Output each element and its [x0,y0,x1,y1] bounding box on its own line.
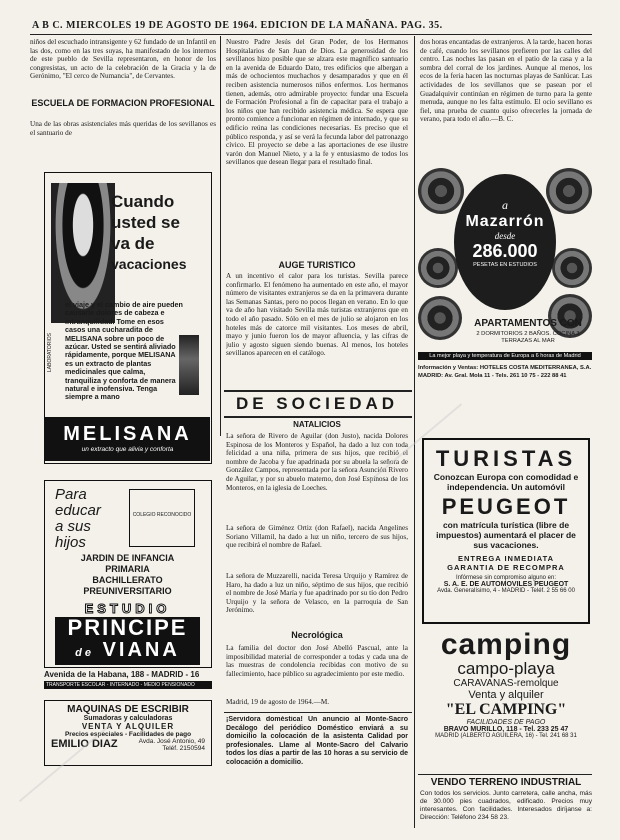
peugeot-address: Avda. Generalísimo, 4 - MADRID - Teléf. 2 55 66 00 [437,588,575,594]
header-rule [30,34,592,35]
mazarron-footer [418,364,592,380]
school-levels [45,553,210,597]
principe-footer: TRANSPORTE ESCOLAR - INTERNADO - MEDIO PENSIONADO [44,681,212,689]
slogan-line: educar [55,502,101,519]
principe-name: PRINCIPE [67,615,188,640]
school-text: Una de las obras asistenciales más queridas de los sevillanos es el santuario de [30,120,216,137]
classified-ad: ¡Servidora doméstica! Un anuncio al Monte-Sacro Decálogo del periódico Doméstico enviará a su domicilio la colocación de la asistenta Calidad por profesionales. Llame al Monte-Sacro del Calvario todos los días a partir de las 10 horas a su servicio de colocación a domicilio. [226,716,408,766]
maquinas-line: VENTA Y ALQUILER [81,722,175,731]
mazarron-title: Mazarrón [465,213,545,230]
turistas-text: con matrícula turística (libre de impuestos) aumentará el placer de sus vacaciones. [436,520,576,550]
estudio-label: ESTUDIO [84,601,171,616]
camping-line: campo-playa [457,659,555,678]
mazarron-apartments: APARTAMENTOS CON [474,318,582,329]
auge-heading: AUGE TURISTICO [278,260,356,270]
terreno-title: VENDO TERRENO INDUSTRIAL [430,777,582,788]
mazarron-line: desde [494,231,516,241]
melisana-brand-bar [45,417,210,461]
natalicios-text: La señora de Giménez Ortiz (don Rafael), nacida Angelines Soriano Villamil, ha dado a luz un niño, tercero de sus hijos, que recibirá el nombre de Rafael. [226,524,408,550]
natalicios-heading: NATALICIOS [293,420,341,429]
natalicios-text: La señora de Muzzarelli, nacida Teresa Urquijo y Ramírez de Haro, ha dado a luz un niño, séptimo de sus hijos, que recibió el nombre de José María y fue apadrinado por su tío don Pedro Urquijo y la señora de Velasco, en la parroquia de San Jerónimo. [226,572,408,615]
peugeot-brand: PEUGEOT [441,494,571,519]
principe-slogan [55,487,125,551]
camping-line: MADRID (ALBERTO AGUILERA, 16) - Tel. 241 68 31 [435,733,577,739]
maquinas-address: Avda. José Antonio, 49 [138,738,205,745]
column-divider-1 [220,36,221,436]
melisana-body: el viaje y el cambio de aire pueden causarle dolores de cabeza e intranquilidad. Tome en esos casos una cucharadita de MELISANA sobre un poco de azúcar. Usted se sentirá aliviado rápidamente, porque MELISANA es un extracto de plantas medicinales que calma, tranquiliza y conforta de manera natural e inofensiva. Tenga siempre a mano [65,301,183,402]
turistas-title: TURISTAS [435,446,577,471]
turistas-text: Conozcan Europa con comodidad e independencia. Un automóvil [433,472,579,492]
bottle-image [179,335,199,395]
peugeot-dealer: S. A. E. DE AUTOMOVILES PEUGEOT [443,581,569,588]
melisana-headline [111,191,209,275]
maquinas-contact [45,738,211,752]
slogan-line: Para [55,486,87,503]
camping-ad [420,630,592,740]
headline-line: Cuando [111,192,175,211]
camping-line: Venta y alquiler [468,689,544,701]
natalicios-text: La señora de Rivero de Aguilar (don Justo), nacida Dolores Espinosa de los Monteros y Español, ha dado a luz con toda felicidad a una niña, primera de sus hijos, que recibió el nombre de Jacoba y fue apadrinada por su abuela la señora de González Campos, representada por la señora Asunción Rivero de Aguilar, y por su abuelo materno, don José Espinosa de los Monteros, en la iglesia de Loeches. [226,432,408,492]
necrologica-heading: Necrológica [291,630,343,640]
level-item: BACHILLERATO [92,575,163,585]
mazarron-line: a [502,198,508,212]
flower-decoration [418,296,462,340]
melisana-tagline: un extracto que alivia y conforta [81,446,174,453]
mazarron-footer-line: Información y Ventas: HOTELES COSTA MEDITERRANEA, S.A. [418,365,592,371]
level-item: PRIMARIA [105,564,150,574]
viana-name: VIANA [102,639,180,661]
principe-ad [44,480,212,668]
turistas-line: ENTREGA INMEDIATA [457,554,555,563]
necrologica-text: La familia del doctor don José Abelló Pascual, ante la imposibilidad material de corresponder a todas y cada una de las muestras de condolencia recibidas con motivo de su fallecimiento, hace público su agradecimiento por este medio. [226,644,408,678]
mazarron-sun [454,174,556,310]
melisana-ad [44,172,212,464]
viana-name-line [55,639,200,664]
camping-line: FACILIDADES DE PAGO [466,719,546,726]
principe-name-block [55,617,200,665]
dateline: Madrid, 19 de agosto de 1964.—M. [226,698,330,706]
turistas-line: GARANTIA DE RECOMPRA [447,563,565,572]
peugeot-ad [422,438,590,624]
headline-line: vacaciones [111,256,187,272]
flower-decoration [552,248,592,288]
flower-decoration [418,248,458,288]
article-text: niños del escuchado intransigente y 62 fundado de un Infantil en las dos, como en las tres suyas, ha manifestado de los internos de este pueblo de Sevilla representaron, en honor de los congresistas, un acto de la celebración de la Gracia y la de Gerónimo, "El cerco de Numancia", de Cervantes. [30,38,216,81]
mazarron-footer-line: MADRID: Av. Gral. Mola 11 - Tels. 261 10 75 - 222 88 41 [418,373,567,379]
sociedad-heading: DE SOCIEDAD [235,394,399,413]
level-item: PREUNIVERSITARIO [83,586,172,596]
maquinas-line: Sumadoras y calculadoras [83,715,173,722]
sociedad-rule-bottom [224,416,412,418]
mazarron-line: PESETAS EN ESTUDIOS [473,262,537,268]
mazarron-footer-bar: La mejor playa y temperatura de Europa a 6 horas de Madrid [418,352,592,360]
de-label: de [75,647,95,659]
level-item: JARDIN DE INFANCIA [80,553,175,563]
maquinas-title: MAQUINAS DE ESCRIBIR [67,704,189,715]
terreno-text: Con todos los servicios. Junto carretera, calle ancha, más de 30.000 pies cuadrados, edificado. Precios muy interesantes. Con facilidades. Interesados diríjanse a: Dirección: Teléfono 234 58 23. [420,790,592,821]
slogan-line: a sus [55,518,91,535]
maquinas-line: Precios especiales - Facilidades de pago [64,731,192,738]
classified-rule [224,712,412,713]
mazarron-details: 2 DORMITORIOS 2 BAÑOS. COCINA 3 TERRAZAS AL MAR [476,331,580,344]
headline-line: usted se [111,213,180,232]
school-heading: ESCUELA DE FORMACION PROFESIONAL [31,98,215,108]
maquinas-phone: Teléf. 2150594 [162,745,205,752]
slogan-line: hijos [55,534,86,551]
camping-line: CARAVANAS-remolque [453,678,559,689]
camping-name: "EL CAMPING" [445,701,567,718]
sociedad-rule-top [224,390,412,392]
headline-line: va de [111,234,155,253]
auge-text: A un incentivo el calor para los turistas. Sevilla parece confirmarlo. El fenómeno ha aumentado en este año, el mayor número de visitantes extranjeros se da en la primavera durante las Semanas Santas, pero no pocos llegan en verano. En lo que va de año han visitado Sevilla más turistas extranjeros que en todo el año pasado. Sólo en el mes de julio se alojaron en los hoteles más de catorce mil visitantes. Los meses de abril, mayo y junio fueron los de mayor afluencia, y las cifras de julio y agosto siguen siendo buenas. Al menos, los hoteles sevillanos aparecen en el catálogo. [226,272,408,358]
article-text: Nuestro Padre Jesús del Gran Poder, de los Hermanos Hospitalarios de San Juan de Dios. La generosidad de los sevillanos hizo posible que se alzara este magnífico santuario en la avenida de Eduardo Dato, tres edificios que albergan a más de ochocientos muchachos y desamparados y que en él reciben asistencia numerosos niños enfermos. Los hermanos tienen, además, otro admirable proyecto: fundar una Escuela de Formación Profesional a fin de capacitar para el trabajo a los niños que han recibido asistencia médica. Se espera que pronto comience a funcionar en régimen de internado, y que su edificio reúna las condiciones necesarias. Es preciso que el público responda, y así se verá la fecunda labor del patronazgo cívico. El proyecto se debe a las aportaciones de ese ilustre varón don Manuel Nieto, y a la fe y entusiasmo de todos los sevillanos que desean llegar para el resultado final. [226,38,408,167]
mazarron-price: 286.000 [472,241,538,261]
maquinas-ad [44,700,212,766]
page-header: A B C. MIERCOLES 19 DE AGOSTO DE 1964. EDICION DE LA MAÑANA. PAG. 35. [32,20,443,31]
turistas-line: Infórmese sin compromiso alguno en: [455,575,557,581]
maquinas-address-block [139,738,205,752]
camping-line: BRAVO MURILLO, 118 - Tel. 233 25 47 [443,726,569,733]
mazarron-ad [418,168,592,390]
principe-address: Avenida de la Habana, 188 - MADRID - 16 [44,670,200,679]
school-badge: COLEGIO RECONOCIDO [129,489,195,547]
melisana-brand: MELISANA [63,423,192,445]
side-text: LABORATORIOS [47,333,53,372]
maquinas-name: EMILIO DIAZ [51,738,118,750]
camping-title: camping [440,628,572,661]
column-divider-2 [414,36,415,828]
terreno-rule [418,774,592,775]
article-text: dos horas encantadas de extranjeros. A la tarde, hacen horas de café, cuando los sevillanos prefieren por las calles del centro. Las noches las pasan en el patio de la casa y a la sombra del corral de los jardines. Aunque al menos, los ecos de la feria hacen las nocturnas playas de Sanlúcar. Las actividades de los sevillanos que se pasean por el Guadalquivir continúan en régimen de turno para la gente menuda, aunque no les falta estímulo. El ocio sevillano es fiel, una prueba de cuanto quiso ofrecerles la jornada de verano, para todo el año.—B. C. [420,38,592,124]
